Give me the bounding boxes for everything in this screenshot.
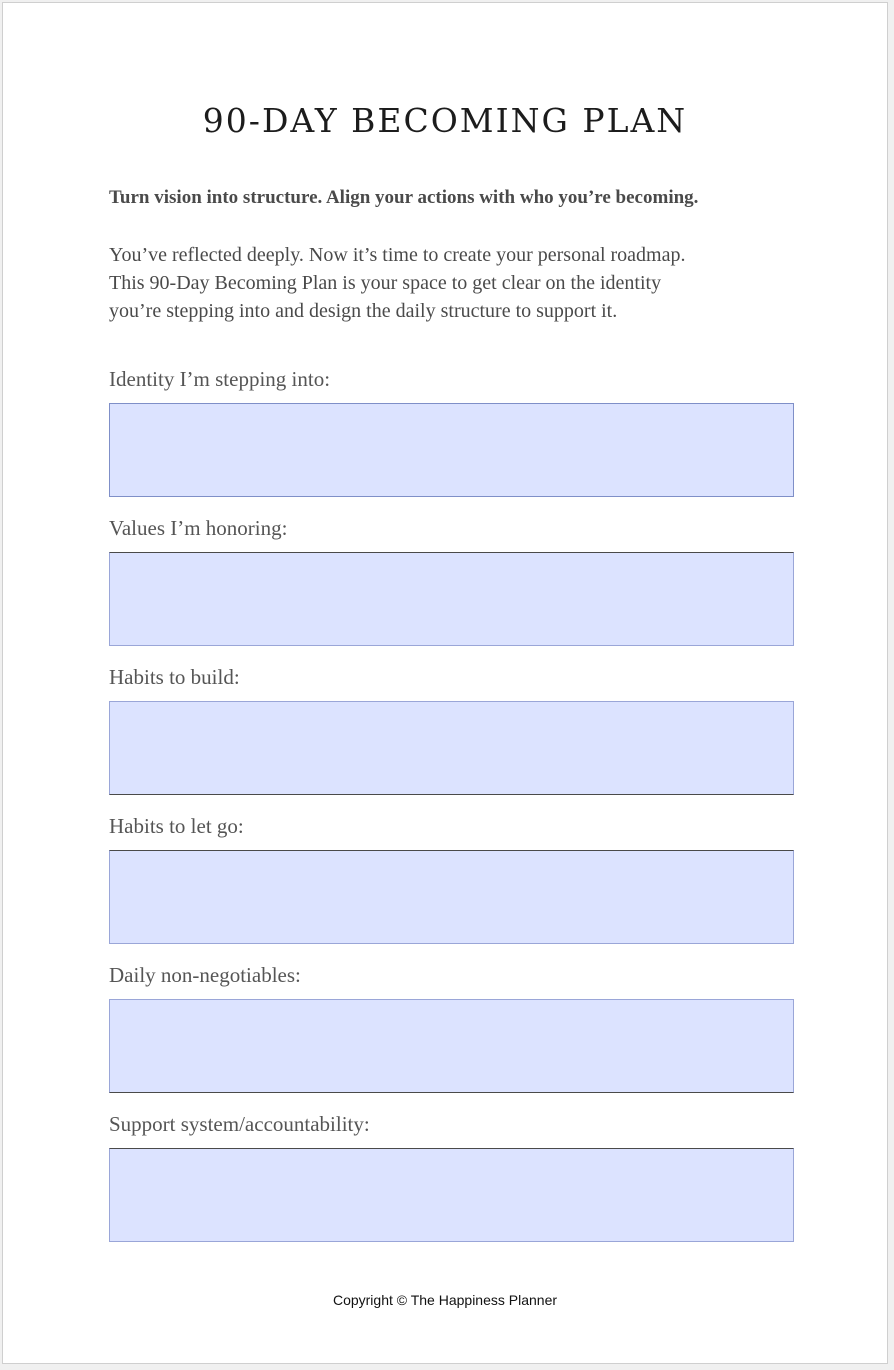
page-title: 90-DAY BECOMING PLAN <box>202 101 688 140</box>
intro-paragraph <box>109 241 769 325</box>
identity-field[interactable] <box>109 403 794 497</box>
values-field[interactable] <box>109 552 794 646</box>
daily-non-negotiables-field[interactable] <box>109 999 794 1093</box>
habits-to-build-label: Habits to build: <box>109 665 240 689</box>
values-label: Values I’m honoring: <box>109 516 288 540</box>
intro-line: You’ve reflected deeply. Now it’s time to create your personal roadmap. <box>109 244 686 266</box>
habits-to-build-field[interactable] <box>109 701 794 795</box>
support-system-field[interactable] <box>109 1148 794 1242</box>
intro-line: This 90-Day Becoming Plan is your space to get clear on the identity <box>109 272 662 294</box>
support-system-label: Support system/accountability: <box>109 1112 370 1136</box>
document-page <box>2 2 888 1364</box>
tagline: Turn vision into structure. Align your actions with who you’re becoming. <box>109 187 699 208</box>
identity-label: Identity I’m stepping into: <box>109 367 331 391</box>
daily-non-negotiables-label: Daily non-negotiables: <box>109 963 301 987</box>
habits-to-let-go-field[interactable] <box>109 850 794 944</box>
copyright-footer: Copyright © The Happiness Planner <box>332 1292 558 1308</box>
intro-line: you’re stepping into and design the daily structure to support it. <box>109 300 618 322</box>
habits-to-let-go-label: Habits to let go: <box>109 814 244 838</box>
